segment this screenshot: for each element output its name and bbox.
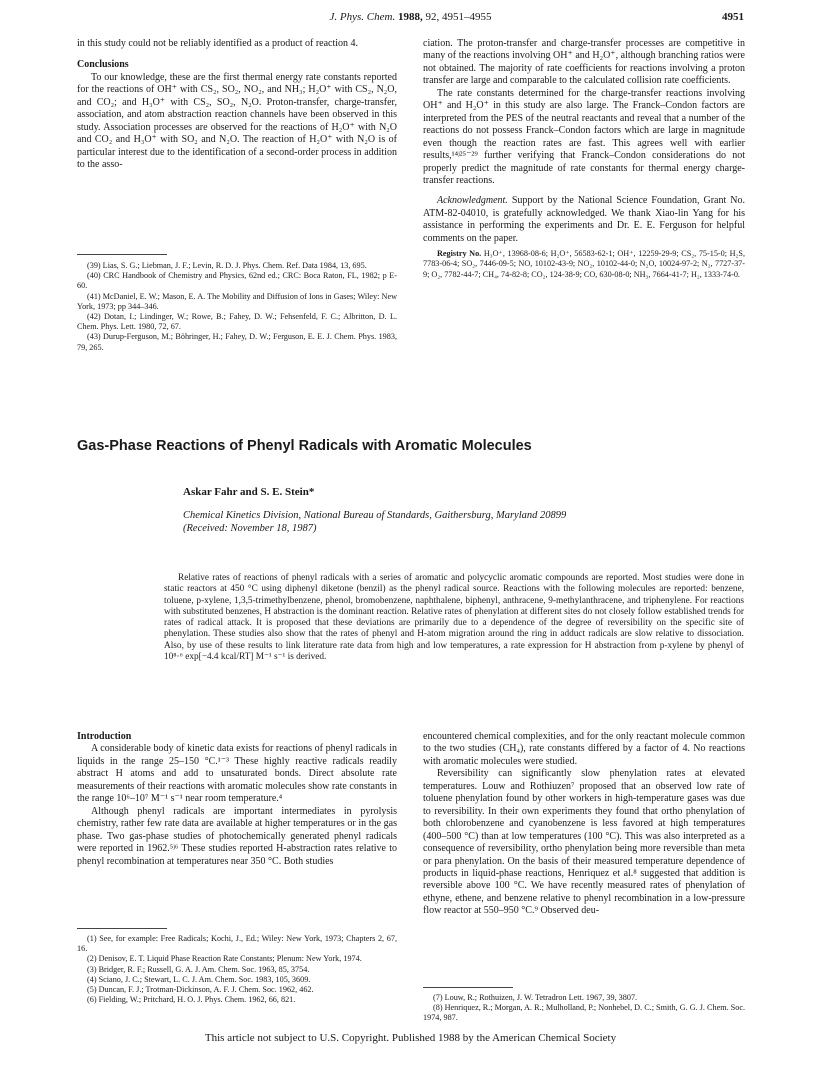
affiliation-text: Chemical Kinetics Division, National Bureau of Standards, Gaithersburg, Maryland 20899 xyxy=(183,510,567,521)
reference-item: (3) Bridger, R. F.; Russell, G. A. J. Am. Chem. Soc. 1963, 85, 3754. xyxy=(87,964,310,974)
conclusions-text: To our knowledge, these are the first thermal energy rate constants reported for the reactions of OH⁺ with CS₂, SO₂, NO₂, and NH₃; H₂O⁺ with CS₂, N₂O, and CO₂; and H₃O⁺ with CS₂, SO₂, N₂O. Proton-transfer, charge-transfer, association, and atom abstraction reaction channels have been observed in this study. Association processes are observed for the reactions of H₂O⁺ with N₂O and CO₂ and H₃O⁺ with SO₂ and N₂O. The reaction of H₂O⁺ with N₂O is of particular interest due to the identification of a second-order process in addition to the asso- xyxy=(77,71,397,171)
top-left-column xyxy=(77,38,397,172)
bottom-left-references xyxy=(77,928,397,1005)
reference-item: (7) Louw, R.; Rothuizen, J. W. Tetradron Lett. 1967, 39, 3807. xyxy=(433,993,638,1002)
journal-year: 1988, xyxy=(397,11,423,23)
reference-item: (8) Henriquez, R.; Morgan, A. R.; Mulholland, P.; Nonhebel, D. C.; Smith, G. G. J. Chem. Soc. 1974, 987. xyxy=(423,1003,745,1023)
received-date: (Received: November 18, 1987) xyxy=(183,523,317,534)
acknowledgment-label: Acknowledgment. xyxy=(437,195,508,207)
reference-item: (1) See, for example: Free Radicals; Kochi, J., Ed.; Wiley: New York, 1973; Chapters 2, 67, 16. xyxy=(77,934,397,954)
introduction-heading: Introduction xyxy=(77,731,132,742)
running-head xyxy=(0,11,821,27)
paragraph: Although phenyl radicals are important intermediates in pyrolysis chemistry, rather few rate data are available at higher temperatures or in the gas phase. Two gas-phase studies of photochemically generated phenyl radicals were reported in 1962.⁵ʲ⁶ These studies reported H-abstraction rates relative to phenyl recombination at temperatures near 350 °C. Both studies xyxy=(77,805,397,867)
bottom-right-column xyxy=(423,731,745,918)
reference-item: (6) Fielding, W.; Pritchard, H. O. J. Phys. Chem. 1962, 66, 821. xyxy=(87,995,296,1005)
author-affiliation xyxy=(183,509,566,535)
article-authors: Askar Fahr and S. E. Stein* xyxy=(183,486,315,498)
reference-item: (43) Durup-Ferguson, M.; Böhringer, H.; Fahey, D. W.; Ferguson, E. E. J. Chem. Phys. 1983, 79, 265. xyxy=(77,332,397,352)
journal-volume-pages: 92, 4951–4955 xyxy=(425,11,492,23)
reference-item: (39) Lias, S. G.; Liebman, J. F.; Levin, R. D. J. Phys. Chem. Ref. Data 1984, 13, 695. xyxy=(87,261,367,270)
paragraph: A considerable body of kinetic data exists for reactions of phenyl radicals in liquids in the range 25–150 °C.¹⁻³ These highly reactive radicals readily abstract H atoms and add to unsaturated bonds. Direct absolute rate measurements of their reactions with aromatic molecules show rate constants in the range 10⁶–10⁷ M⁻¹ s⁻¹ near room temperature.⁴ xyxy=(77,743,397,805)
reference-item: (42) Dotan, I.; Lindinger, W.; Rowe, B.; Fahey, D. W.; Fehsenfeld, F. C.; Albritton, D. L. Chem. Phys. Lett. 1980, 72, 67. xyxy=(77,312,397,332)
page-number: 4951 xyxy=(722,11,744,23)
acknowledgment xyxy=(423,195,745,245)
journal-citation xyxy=(0,11,821,23)
paragraph: Reversibility can significantly slow phenylation rates at elevated temperatures. Louw and Rothiuzen⁷ proposed that an observed low rate of toluene phenylation found by other workers in high-temperature gases was due to reversibility. In their own experiments they found that ortho phenylation of both chlorobenzene and cyanobenzene is less favored at high temperatures (400–500 °C) than at low temperatures (100 °C). This was also interpreted as a consequence of reversibility, ortho phenylation being more reversible than meta or para phenylation. On the basis of their measured temperature dependence of products in liquid-phase reactions, Henriquez et al.⁸ suggested that addition is reversible above 100 °C. We have recently measured rates of phenylation of ethyne, ethene, and benzene relative to phenyl recombination in a low-pressure flow reactor at 550–950 °C.⁹ Observed deu- xyxy=(423,768,745,917)
reference-item: (4) Sciano, J. C.; Stewart, L. C. J. Am. Chem. Soc. 1983, 105, 3609. xyxy=(87,974,311,984)
reference-item: (40) CRC Handbook of Chemistry and Physics, 62nd ed.; CRC: Boca Raton, FL, 1982; p E-60. xyxy=(77,271,397,291)
paragraph: The rate constants determined for the charge-transfer reactions involving OH⁺ and H₂O⁺ in this study are also large. The Franck–Condon factors are interpreted from the PES of the neutral reactants and reveal that a number of the reactions do not possess Franck–Condon factors which are large in magnitude even though the reaction rates are fast. This agrees well with earlier results,¹⁴ʲ²⁵⁻²⁹ further verifying that Franck–Condon considerations do not properly predict the magnitude of rate constants for thermal energy charge-transfer reactions. xyxy=(423,87,745,186)
registry-numbers xyxy=(423,249,745,280)
reference-item: (2) Denisov, E. T. Liquid Phase Reaction Rate Constants; Plenum: New York, 1974. xyxy=(87,954,362,964)
article-title: Gas-Phase Reactions of Phenyl Radicals with Aromatic Molecules xyxy=(77,438,532,454)
journal-name: J. Phys. Chem. xyxy=(329,11,396,23)
paragraph: ciation. The proton-transfer and charge-transfer processes are competitive in many of the reactions involving OH⁺ and H₂O⁺, although branching ratios were not obtained. The majority of rate coefficients for reactions involving a proton transfer are large and comparable to the calculated collision rate coefficients. xyxy=(423,38,745,87)
abstract: Relative rates of reactions of phenyl radicals with a series of aromatic and polycyclic aromatic compounds are reported. Most studies were done in static reactors at 450 °C using diphenyl diketone (benzil) as the phenyl radical source. Reactions with the following molecules are reported: benzene, toluene, p-xylene, 1,3,5-trimethylbenzene, phenol, bromobenzene, naphthalene, biphenyl, anthracene, 9-methylanthracene, and triphenylene. For reactions with substituted benzenes, H abstraction is the dominant reaction. Relative rates of phenylation at different sites do not closely follow established trends for rates of radical attack. It is proposed that these deviations are primarily due to a dependence of the degree of reversibility on the specific site of phenylation. These studies also show that the rates of phenyl and H-atom migration around the ring in adduct radicals are slow relative to dissociation. Also, by use of these results to link literature rate data from high and low temperatures, a rate expression for H abstraction from p-xylene by phenyl of 10⁸·⁶ exp[−4.4 kcal/RT] M⁻¹ s⁻¹ is derived. xyxy=(164,573,744,663)
reference-item: (5) Duncan, F. J.; Trotman-Dickinson, A. F. J. Chem. Soc. 1962, 462. xyxy=(87,985,314,995)
copyright-footer: This article not subject to U.S. Copyright. Published 1988 by the American Chemical Society xyxy=(204,1032,617,1044)
conclusions-heading: Conclusions xyxy=(77,59,129,71)
footnote-rule xyxy=(77,254,167,255)
bottom-right-references xyxy=(423,987,745,1024)
paragraph: encountered chemical complexities, and for the only reactant molecule common to the two studies (CH₄), rate constants differed by a factor of 4. No reactions with aromatic molecules were studied. xyxy=(423,731,745,767)
reference-item: (41) McDaniel, E. W.; Mason, E. A. The Mobility and Diffusion of Ions in Gases; Wiley: New York, 1973; pp 344–346. xyxy=(77,291,397,311)
continuation-text: in this study could not be reliably identified as a product of reaction 4. xyxy=(77,38,359,49)
top-left-references xyxy=(77,254,397,353)
footnote-rule xyxy=(77,928,167,929)
acknowledgment-text: Support by the National Science Foundation, Grant No. ATM-82-04010, is gratefully acknowledged. We thank Xiao-lin Yang for his assistance in performing the experiments and Dr. E. E. Ferguson for helpful comments on the paper. xyxy=(423,195,745,244)
top-right-column xyxy=(423,38,745,280)
bottom-left-column xyxy=(77,731,397,868)
footnote-rule xyxy=(423,987,513,988)
registry-label: Registry No. xyxy=(437,249,482,259)
registry-text: H₃O⁺, 13968-08-6; H₂O⁺, 56583-62-1; OH⁺, 12259-29-9; CS₂, 75-15-0; H₂S, 7783-06-4; SO₂, 7446-09-5; NO, 10102-43-9; NO₂, 10102-44-0; N₂O, 10024-97-2; N₂, 7727-37-9; O₂, 7782-44-7; CH₄, 74-82-8; CO₂, 124-38-9; CO, 630-08-0; NH₃, 7664-41-7; H₂, 1333-74-0. xyxy=(423,249,746,279)
